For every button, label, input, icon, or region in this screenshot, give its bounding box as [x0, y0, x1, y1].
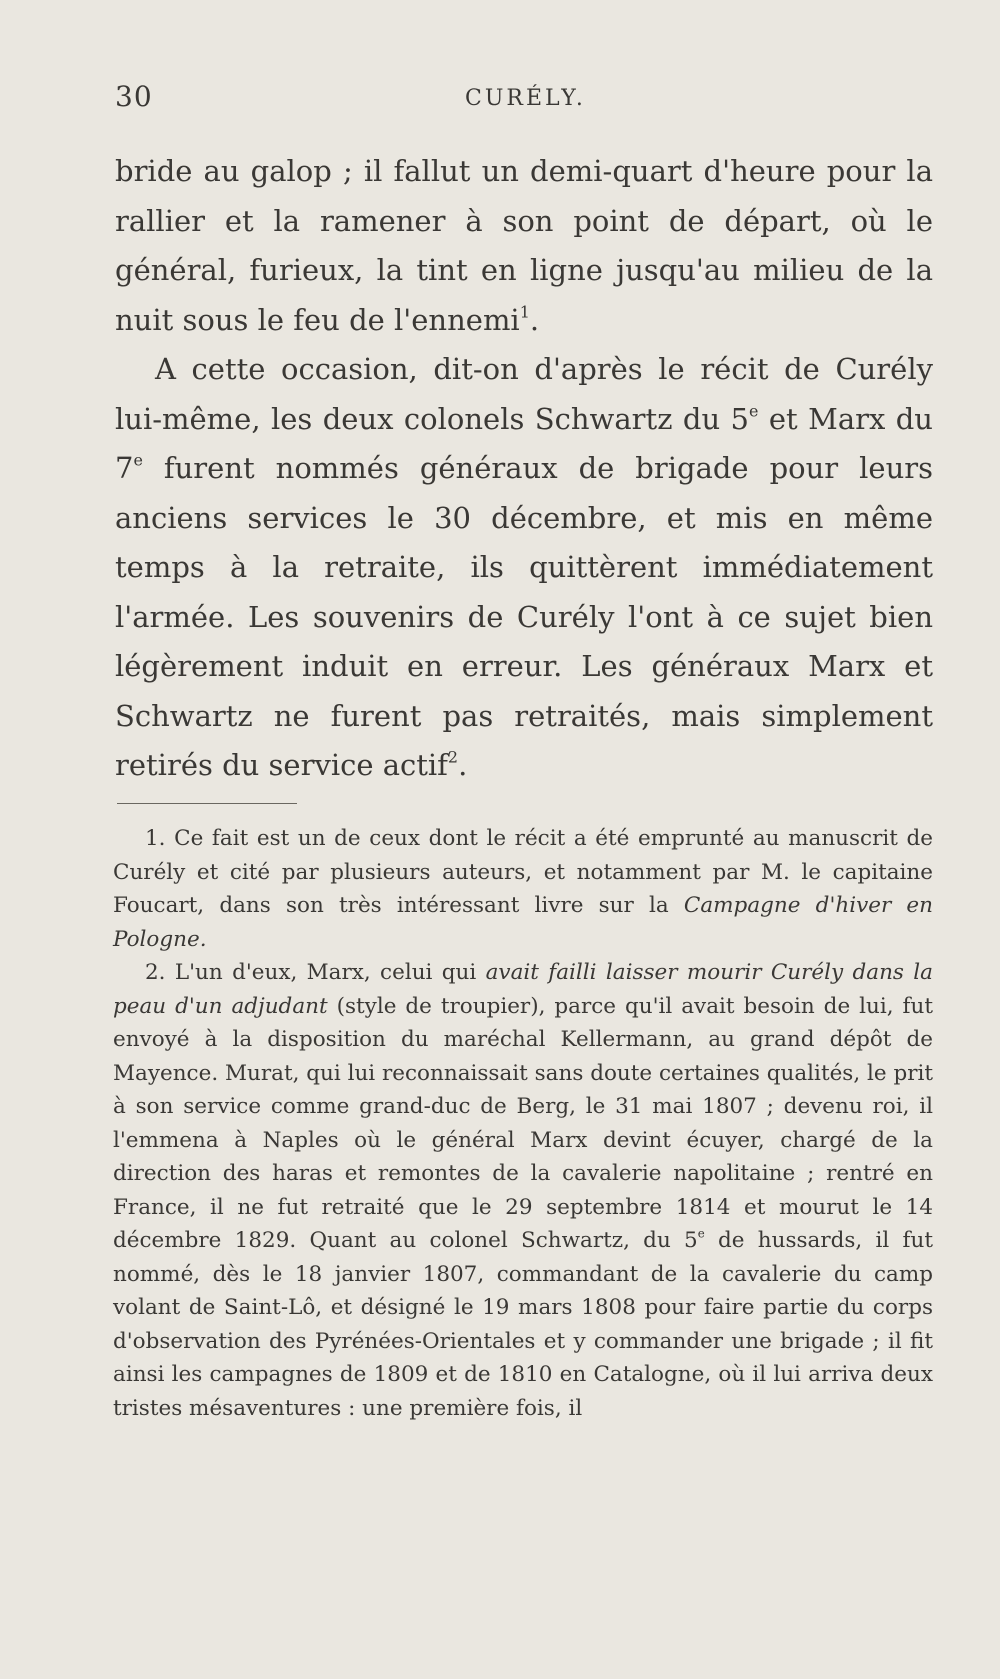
paragraph-2-text-b: et Marx du 7	[115, 401, 933, 485]
footnote-2-text-c: de hussards, il fut nommé, dès le 18 janvier 1807, commandant de la cavalerie du camp volant de Saint-Lô, et désigné le 19 mars 1808 pour faire partie du corps d'observation des Pyrénées-Orientales et y commander une brigade ; il fit ainsi les campagnes de 1809 et de 1810 en Catalogne, où il lui arriva deux tristes mésaventures : une première fois, il	[113, 1228, 933, 1421]
paragraph-2-text-a: A cette occasion, dit-on d'après le récit de Curély lui-même, les deux colonels Schwartz du 5	[115, 352, 933, 436]
footnote-ref-2: 2	[447, 747, 459, 767]
main-text	[115, 147, 933, 791]
footnote-2-text-a: 2. L'un d'eux, Marx, celui qui	[145, 960, 486, 985]
running-head	[115, 80, 930, 120]
paragraph-1-text: bride au galop ; il fallut un demi-quart d'heure pour la rallier et la ramener à son point de départ, où le général, furieux, la tint en ligne jusqu'au milieu de la nuit sous le feu de l'ennemi	[115, 154, 933, 337]
footnote-1	[113, 822, 933, 956]
footnote-1-book-title: Campagne d'hiver en Pologne.	[113, 893, 933, 952]
footnote-separator	[117, 803, 297, 804]
paragraph-2	[115, 345, 933, 791]
superscript-e: e	[749, 400, 759, 420]
page-number: 30	[115, 80, 153, 113]
paragraph-1-end: .	[529, 302, 540, 337]
paragraph-2-text-c: furent nommés généraux de brigade pour leurs anciens services le 30 décembre, et mis en même temps à la retraite, ils quittèrent immédiatement l'armée. Les souvenirs de Curély l'ont à ce sujet bien légèrement induit en erreur. Les généraux Marx et Schwartz ne furent pas retraités, mais simplement retirés du service actif	[115, 451, 933, 782]
footnote-2-quote: avait failli laisser mourir Curély dans la peau d'un adjudant	[113, 960, 933, 1019]
footnote-1-text: 1. Ce fait est un de ceux dont le récit a été emprunté au manuscrit de Curély et cité par plusieurs auteurs, et notamment par M. le capitaine Foucart, dans son très intéressant livre sur la	[113, 826, 933, 918]
running-title: CURÉLY.	[465, 86, 586, 111]
footnotes	[113, 822, 933, 1425]
footnote-2	[113, 956, 933, 1425]
superscript-e: e	[133, 450, 143, 470]
paragraph-2-end: .	[458, 748, 468, 782]
footnote-ref-1: 1	[519, 301, 530, 321]
paragraph-1	[115, 147, 933, 345]
superscript-e: e	[697, 1226, 705, 1241]
footnote-2-text-b: (style de troupier), parce qu'il avait besoin de lui, fut envoyé à la disposition du maréchal Kellermann, au grand dépôt de Mayence. Murat, qui lui reconnaissait sans doute certaines qualités, le prit à son service comme grand-duc de Berg, le 31 mai 1807 ; devenu roi, il l'emmena à Naples où le général Marx devint écuyer, chargé de la direction des haras et remontes de la cavalerie napolitaine ; rentré en France, il ne fut retraité que le 29 septembre 1814 et mourut le 14 décembre 1829. Quant au colonel Schwartz, du 5	[113, 993, 933, 1253]
